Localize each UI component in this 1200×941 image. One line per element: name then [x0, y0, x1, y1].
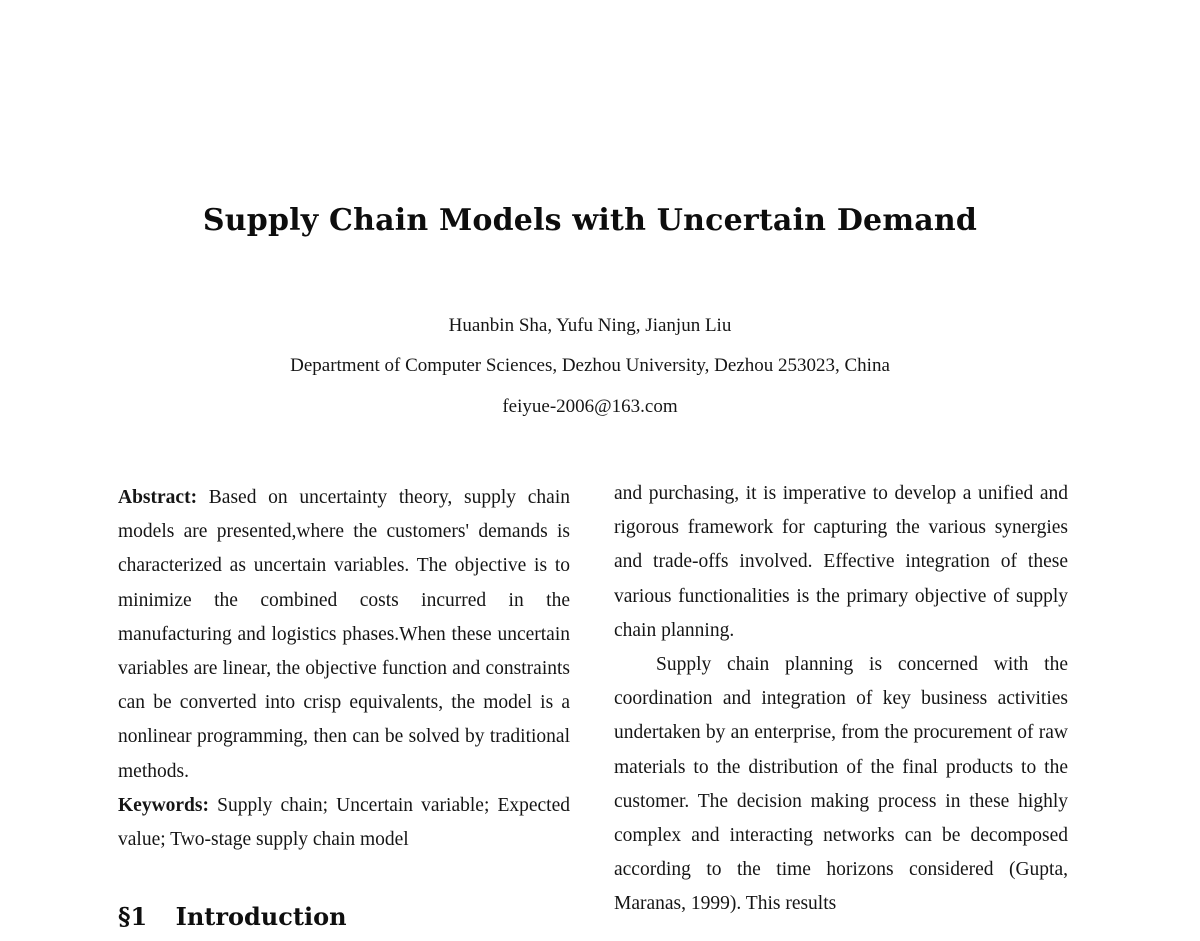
section-heading — [118, 902, 347, 931]
paper-title: Supply Chain Models with Uncertain Demand — [202, 203, 978, 238]
abstract-paragraph — [118, 481, 570, 789]
keywords-paragraph — [118, 789, 570, 857]
author-email: feiyue-2006@163.com — [502, 396, 678, 417]
left-column — [118, 481, 570, 857]
section-title: Introduction — [175, 902, 347, 931]
abstract-text: Based on uncertainty theory, supply chain models are presented,where the customers' demands is characterized as uncertain variables. The objective is to minimize the combined costs incurred in the manufacturing and logistics phases.When these uncertain variables are linear, the objective function and constraints can be converted into crisp equivalents, the model is a nonlinear programming, then can be solved by traditional methods. — [118, 487, 570, 782]
abstract-label: Abstract: — [118, 487, 198, 508]
right-column — [614, 477, 1068, 922]
intro-paragraph-1: and purchasing, it is imperative to develop a unified and rigorous framework for capturing the various synergies and trade-offs involved. Effective integration of these various functionalities is the primary objective of supply chain planning. — [614, 483, 1068, 641]
section-number: §1 — [118, 902, 148, 931]
affiliation: Department of Computer Sciences, Dezhou University, Dezhou 253023, China — [290, 355, 890, 376]
keywords-label: Keywords: — [118, 794, 209, 816]
intro-paragraph-2: Supply chain planning is concerned with the coordination and integration of key business activities undertaken by an enterprise, from the procurement of raw materials to the distribution of the final products to the customer. The decision making process in these highly complex and interacting networks can be decomposed according to the time horizons considered (Gupta, Maranas, 1999). This results — [614, 654, 1068, 915]
keywords-text: Supply chain; Uncertain variable; Expected value; Two-stage supply chain model — [118, 794, 570, 851]
author-list: Huanbin Sha, Yufu Ning, Jianjun Liu — [448, 315, 732, 336]
